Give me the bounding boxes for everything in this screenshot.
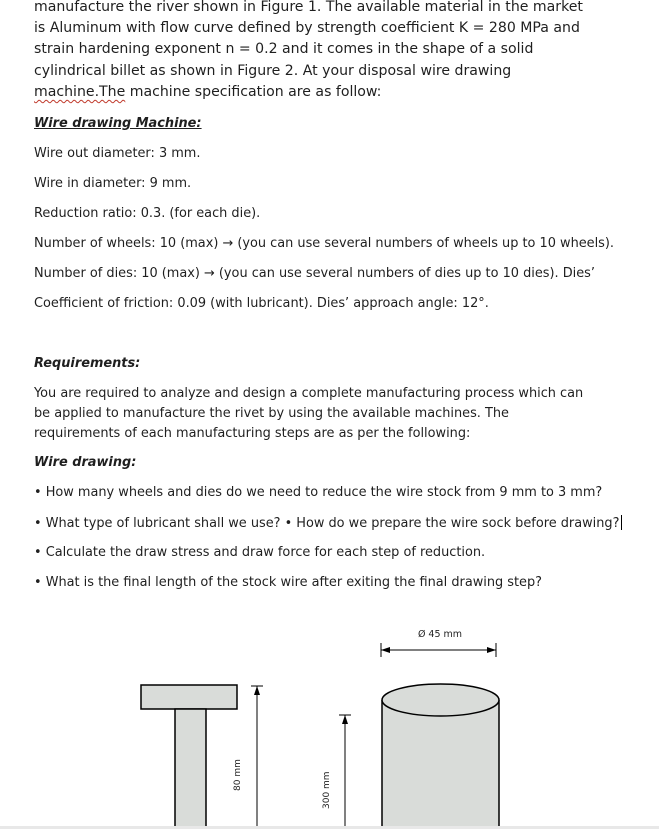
rivet-drawing bbox=[141, 685, 263, 829]
intro-text: manufacture the river shown in Figure 1. The available material in the market is Aluminum with flow curve defined by strength coefficient K = 280 MPa and strain hardening exponent n = 0.2 and it comes in the shape of a solid cylindrical billet as shown in Figure 2. At your disposal wire drawing bbox=[34, 0, 583, 79]
billet-top-face bbox=[382, 684, 499, 716]
bullet-wheels-dies: • How many wheels and dies do we need to reduce the wire stock from 9 mm to 3 mm? bbox=[34, 485, 603, 500]
spec-friction: Coefficient of friction: 0.09 (with lubricant). Dies’ approach angle: 12°. bbox=[34, 296, 489, 311]
bullet-lubricant-text: • What type of lubricant shall we use? • How do we prepare the wire sock before drawing? bbox=[34, 516, 620, 531]
diameter-arrow-left bbox=[381, 647, 390, 653]
billet-dimension-arrow bbox=[342, 715, 348, 724]
figure-drawing bbox=[0, 615, 659, 829]
requirements-paragraph: You are required to analyze and design a complete manufacturing process which can be applied to manufacture the rivet by using the available machines. The requirements of each manufacturing steps are as per the following: bbox=[34, 386, 584, 441]
bullet-final-length: • What is the final length of the stock wire after exiting the final drawing step? bbox=[34, 575, 543, 590]
spec-wire-in: Wire in diameter: 9 mm. bbox=[34, 176, 192, 191]
spec-dies: Number of dies: 10 (max) → (you can use several numbers of dies up to 10 dies). Dies’ bbox=[34, 266, 595, 281]
rivet-shank bbox=[175, 709, 206, 829]
billet-length-label: 300 mm bbox=[322, 771, 332, 809]
spec-wheels: Number of wheels: 10 (max) → (you can use several numbers of wheels up to 10 wheels). bbox=[34, 236, 615, 251]
text-cursor bbox=[621, 515, 622, 530]
spellcheck-word[interactable]: machine.The bbox=[34, 83, 126, 100]
rivet-dimension-arrow bbox=[254, 686, 260, 695]
diameter-arrow-right bbox=[487, 647, 496, 653]
rivet-head bbox=[141, 685, 237, 709]
billet-drawing bbox=[322, 629, 499, 829]
rivet-length-label: 80 mm bbox=[233, 759, 243, 791]
spec-reduction-ratio: Reduction ratio: 0.3. (for each die). bbox=[34, 206, 261, 221]
spec-wire-out: Wire out diameter: 3 mm. bbox=[34, 146, 201, 161]
bullet-draw-stress: • Calculate the draw stress and draw force for each step of reduction. bbox=[34, 545, 486, 560]
bullet-lubricant bbox=[34, 515, 622, 532]
billet-diameter-label: Ø 45 mm bbox=[417, 629, 463, 640]
intro-text-end: machine specification are as follow: bbox=[125, 83, 382, 100]
requirements-heading: Requirements: bbox=[34, 356, 141, 371]
machine-heading: Wire drawing Machine: bbox=[34, 116, 202, 131]
billet-body bbox=[382, 700, 499, 829]
intro-paragraph bbox=[34, 0, 594, 103]
wire-drawing-heading: Wire drawing: bbox=[34, 455, 137, 470]
